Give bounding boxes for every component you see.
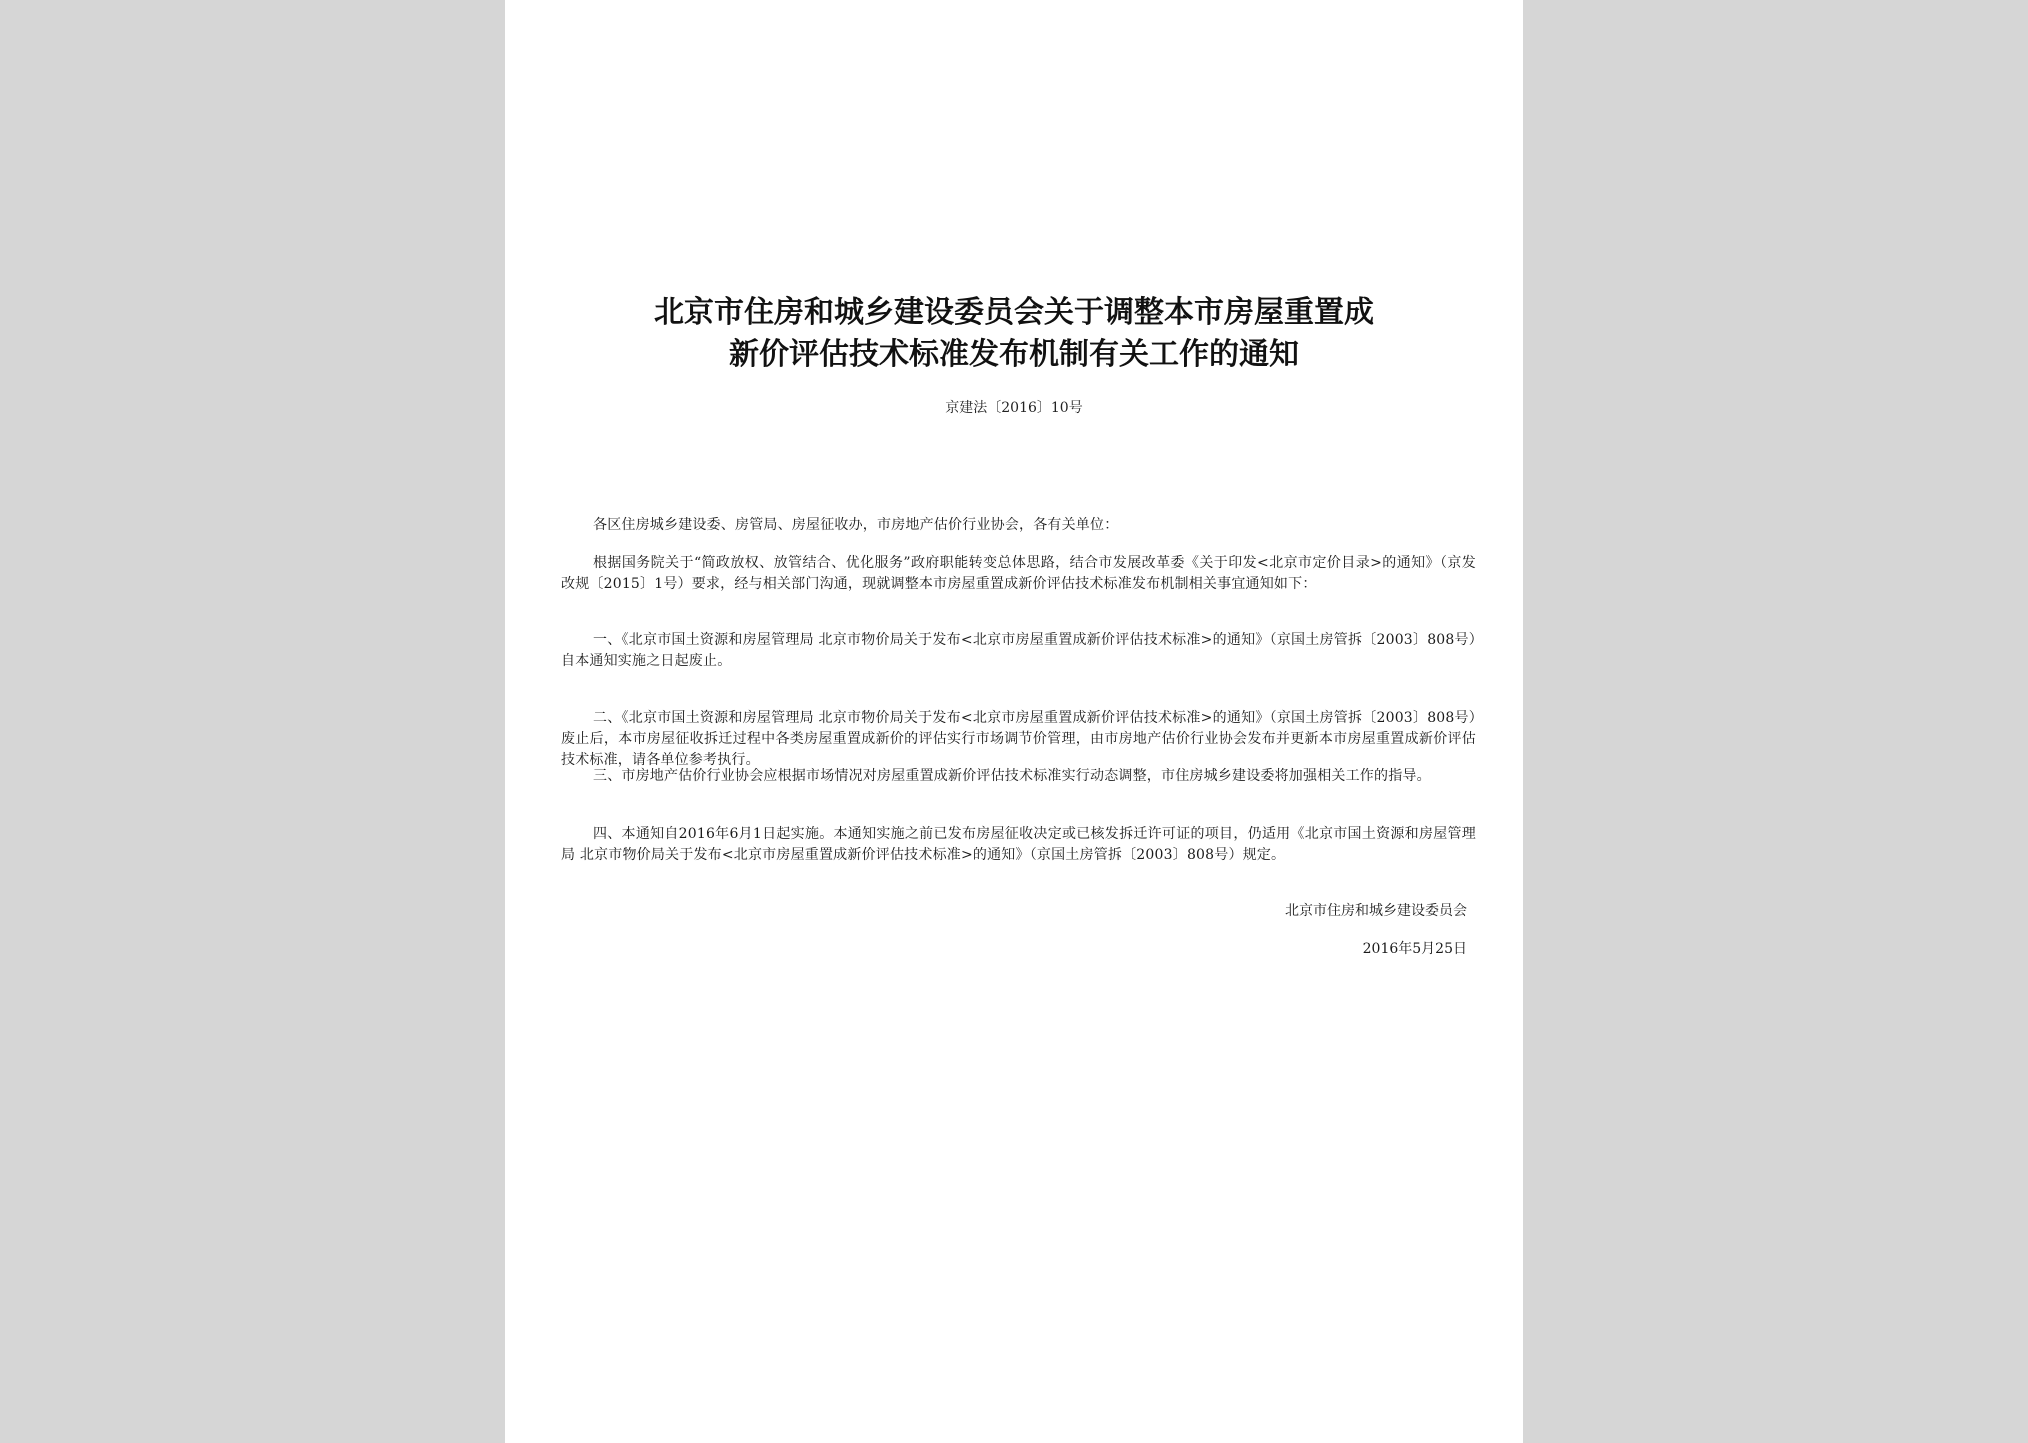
notice-item-4: 四、本通知自2016年6月1日起实施。本通知实施之前已发布房屋征收决定或已核发拆迁许可证的项目，仍适用《北京市国土资源和房屋管理局 北京市物价局关于发布<北京市房屋重置成新价评估技术标准>的通知》（京国土房管拆〔2003〕808号）规定。 [561, 826, 1476, 863]
notice-item-3: 三、市房地产估价行业协会应根据市场情况对房屋重置成新价评估技术标准实行动态调整，市住房城乡建设委将加强相关工作的指导。 [593, 768, 1431, 784]
document-title [505, 292, 1523, 376]
issue-date: 2016年5月25日 [1362, 941, 1467, 957]
salutation: 各区住房城乡建设委、房管局、房屋征收办，市房地产估价行业协会，各有关单位： [593, 517, 1119, 533]
title-line-2: 新价评估技术标准发布机制有关工作的通知 [729, 337, 1299, 372]
notice-item-1: 一、《北京市国土资源和房屋管理局 北京市物价局关于发布<北京市房屋重置成新价评估技术标准>的通知》（京国土房管拆〔2003〕808号）自本通知实施之日起废止。 [561, 632, 1476, 669]
document-number: 京建法〔2016〕10号 [945, 400, 1083, 416]
intro-paragraph: 根据国务院关于“简政放权、放管结合、优化服务”政府职能转变总体思路，结合市发展改革委《关于印发<北京市定价目录>的通知》（京发改规〔2015〕1号）要求，经与相关部门沟通，现就调整本市房屋重置成新价评估技术标准发布机制相关事宜通知如下： [561, 555, 1476, 592]
title-line-1: 北京市住房和城乡建设委员会关于调整本市房屋重置成 [654, 295, 1374, 330]
issuer-signature: 北京市住房和城乡建设委员会 [1285, 903, 1467, 919]
notice-item-2: 二、《北京市国土资源和房屋管理局 北京市物价局关于发布<北京市房屋重置成新价评估技术标准>的通知》（京国土房管拆〔2003〕808号）废止后，本市房屋征收拆迁过程中各类房屋重置成新价的评估实行市场调节价管理，由市房地产估价行业协会发布并更新本市房屋重置成新价评估技术标准，请各单位参考执行。 [561, 710, 1476, 768]
document-page [505, 0, 1523, 1443]
